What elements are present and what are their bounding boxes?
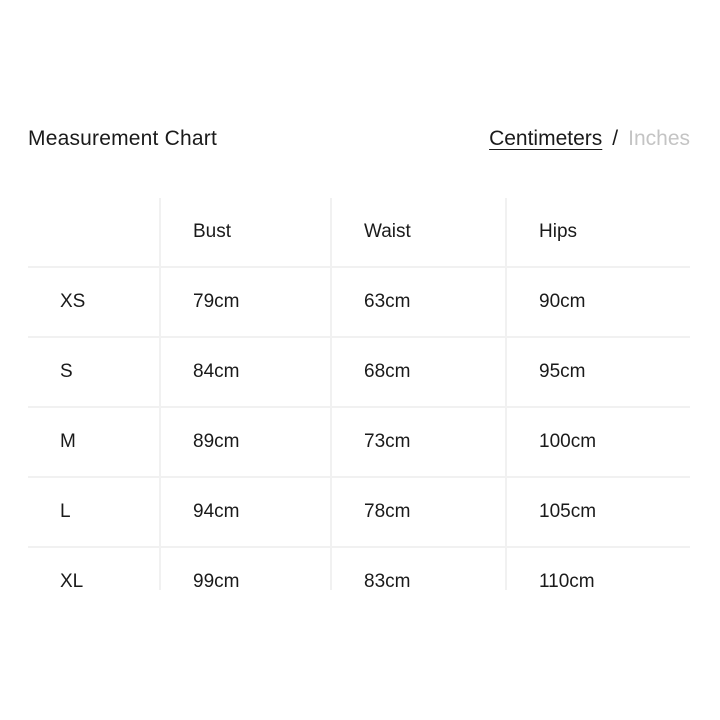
size-cell: XL [28,547,160,590]
table-row [28,547,690,590]
unit-centimeters-link[interactable]: Centimeters [489,127,603,150]
waist-cell: 73cm [331,407,506,477]
table-row [28,477,690,547]
hips-cell: 100cm [506,407,690,477]
waist-cell: 63cm [331,267,506,337]
column-header-hips: Hips [506,198,690,267]
table-header-row [28,198,690,267]
table-row [28,337,690,407]
column-header-bust: Bust [160,198,331,267]
hips-cell: 110cm [506,547,690,590]
column-header-waist: Waist [331,198,506,267]
column-header-size [28,198,160,267]
bust-cell: 89cm [160,407,331,477]
size-cell: XS [28,267,160,337]
bust-cell: 94cm [160,477,331,547]
table-row [28,267,690,337]
bust-cell: 84cm [160,337,331,407]
hips-cell: 90cm [506,267,690,337]
size-cell: S [28,337,160,407]
unit-toggle [489,126,690,152]
size-cell: M [28,407,160,477]
waist-cell: 78cm [331,477,506,547]
size-cell: L [28,477,160,547]
waist-cell: 83cm [331,547,506,590]
unit-inches-link[interactable]: Inches [628,127,690,150]
hips-cell: 95cm [506,337,690,407]
hips-cell: 105cm [506,477,690,547]
bust-cell: 99cm [160,547,331,590]
size-table [28,198,690,590]
table-row [28,407,690,477]
page-title: Measurement Chart [28,127,217,150]
waist-cell: 68cm [331,337,506,407]
bust-cell: 79cm [160,267,331,337]
unit-separator: / [612,127,619,150]
size-table-scroll[interactable] [28,198,690,590]
